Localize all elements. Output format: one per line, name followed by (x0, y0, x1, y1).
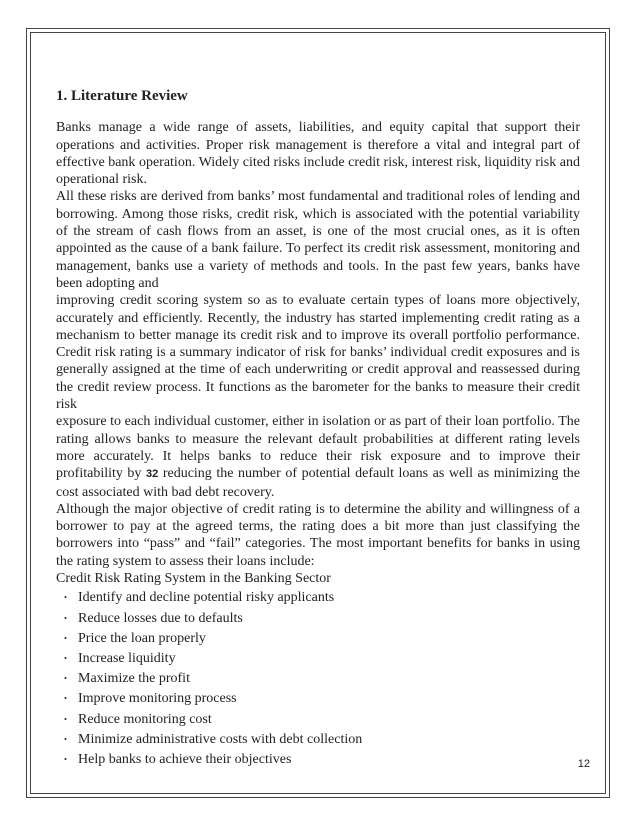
paragraph-credit-scoring: improving credit scoring system so as to evaluate certain types of loans more objectively, accurately and efficiently. Recently, the industry has started implementing credit rating as a mechanism to better manage its credit risk and to improve its overall portfolio performance. Credit risk rating is a summary indicator of risk for banks’ individual credit exposures and is generally assigned at the time of each underwriting or credit approval and reassessed during the credit review process. It functions as the barometer for the banks to measure their credit risk (56, 293, 580, 413)
list-item (56, 730, 580, 750)
list-item (56, 588, 580, 608)
list-item (56, 689, 580, 709)
list-item (56, 649, 580, 669)
section-heading: 1. Literature Review (56, 88, 188, 104)
list-item-text: Identify and decline potential risky applicants (78, 590, 335, 606)
bullet-icon: ・ (60, 713, 71, 726)
document-body (56, 88, 580, 770)
list-item (56, 609, 580, 629)
benefits-list (56, 588, 580, 770)
list-item-text: Increase liquidity (78, 650, 176, 666)
list-item-text: Minimize administrative costs with debt collection (78, 731, 363, 747)
bullet-icon: ・ (60, 673, 71, 686)
list-item-text: Improve monitoring process (78, 691, 237, 707)
paragraph-rating (56, 413, 580, 500)
list-item-text: Reduce monitoring cost (78, 711, 212, 727)
inline-page-reference: 32 (146, 468, 159, 481)
list-item-text: Maximize the profit (78, 671, 190, 687)
paragraph-intro: Banks manage a wide range of assets, liabilities, and equity capital that support their operations and activities. Proper risk management is therefore a vital and integral part of effective bank operation. Widely cited risks include credit risk, interest risk, liquidity risk and operational risk. (56, 120, 580, 188)
paragraph-risks: All these risks are derived from banks’ most fundamental and traditional roles of lending and borrowing. Among those risks, credit risk, which is associated with the potential variability of the stream of cash flows from an asset, is one of the most crucial ones, as it is often appointed as the cause of a bank failure. To perfect its credit risk assessment, monitoring and management, banks use a variety of methods and tools. In the past few years, banks have been adopting and (56, 189, 580, 291)
bullet-icon: ・ (60, 753, 71, 766)
list-caption: Credit Risk Rating System in the Banking Sector (56, 571, 331, 587)
bullet-icon: ・ (60, 592, 71, 605)
paragraph-rating-text: exposure to each individual customer, either in isolation or as part of their loan portfolio. The rating allows banks to measure the relevant default probabilities at different rating levels more accurately. It helps banks to reduce their risk exposure and to improve their profitability by (56, 414, 580, 482)
list-item (56, 669, 580, 689)
bullet-icon: ・ (60, 652, 71, 665)
list-item (56, 629, 580, 649)
bullet-icon: ・ (60, 632, 71, 645)
list-item (56, 750, 580, 770)
paragraph-objective: Although the major objective of credit rating is to determine the ability and willingness of a borrower to pay at the agreed terms, the rating does a bit more than just classifying the borrowers into “pass” and “fail” categories. The most important benefits for banks in using the rating system to assess their loans include: (56, 501, 580, 569)
list-item (56, 710, 580, 730)
bullet-icon: ・ (60, 693, 71, 706)
list-item-text: Reduce losses due to defaults (78, 610, 243, 626)
list-item-text: Price the loan properly (78, 630, 206, 646)
paragraph-rating-continuation: reducing the number of potential default loans as well as minimizing the cost associated with bad debt recovery. (56, 466, 580, 500)
bullet-icon: ・ (60, 733, 71, 746)
bullet-icon: ・ (60, 612, 71, 625)
list-item-text: Help banks to achieve their objectives (78, 751, 292, 767)
page-number: 12 (577, 758, 590, 770)
